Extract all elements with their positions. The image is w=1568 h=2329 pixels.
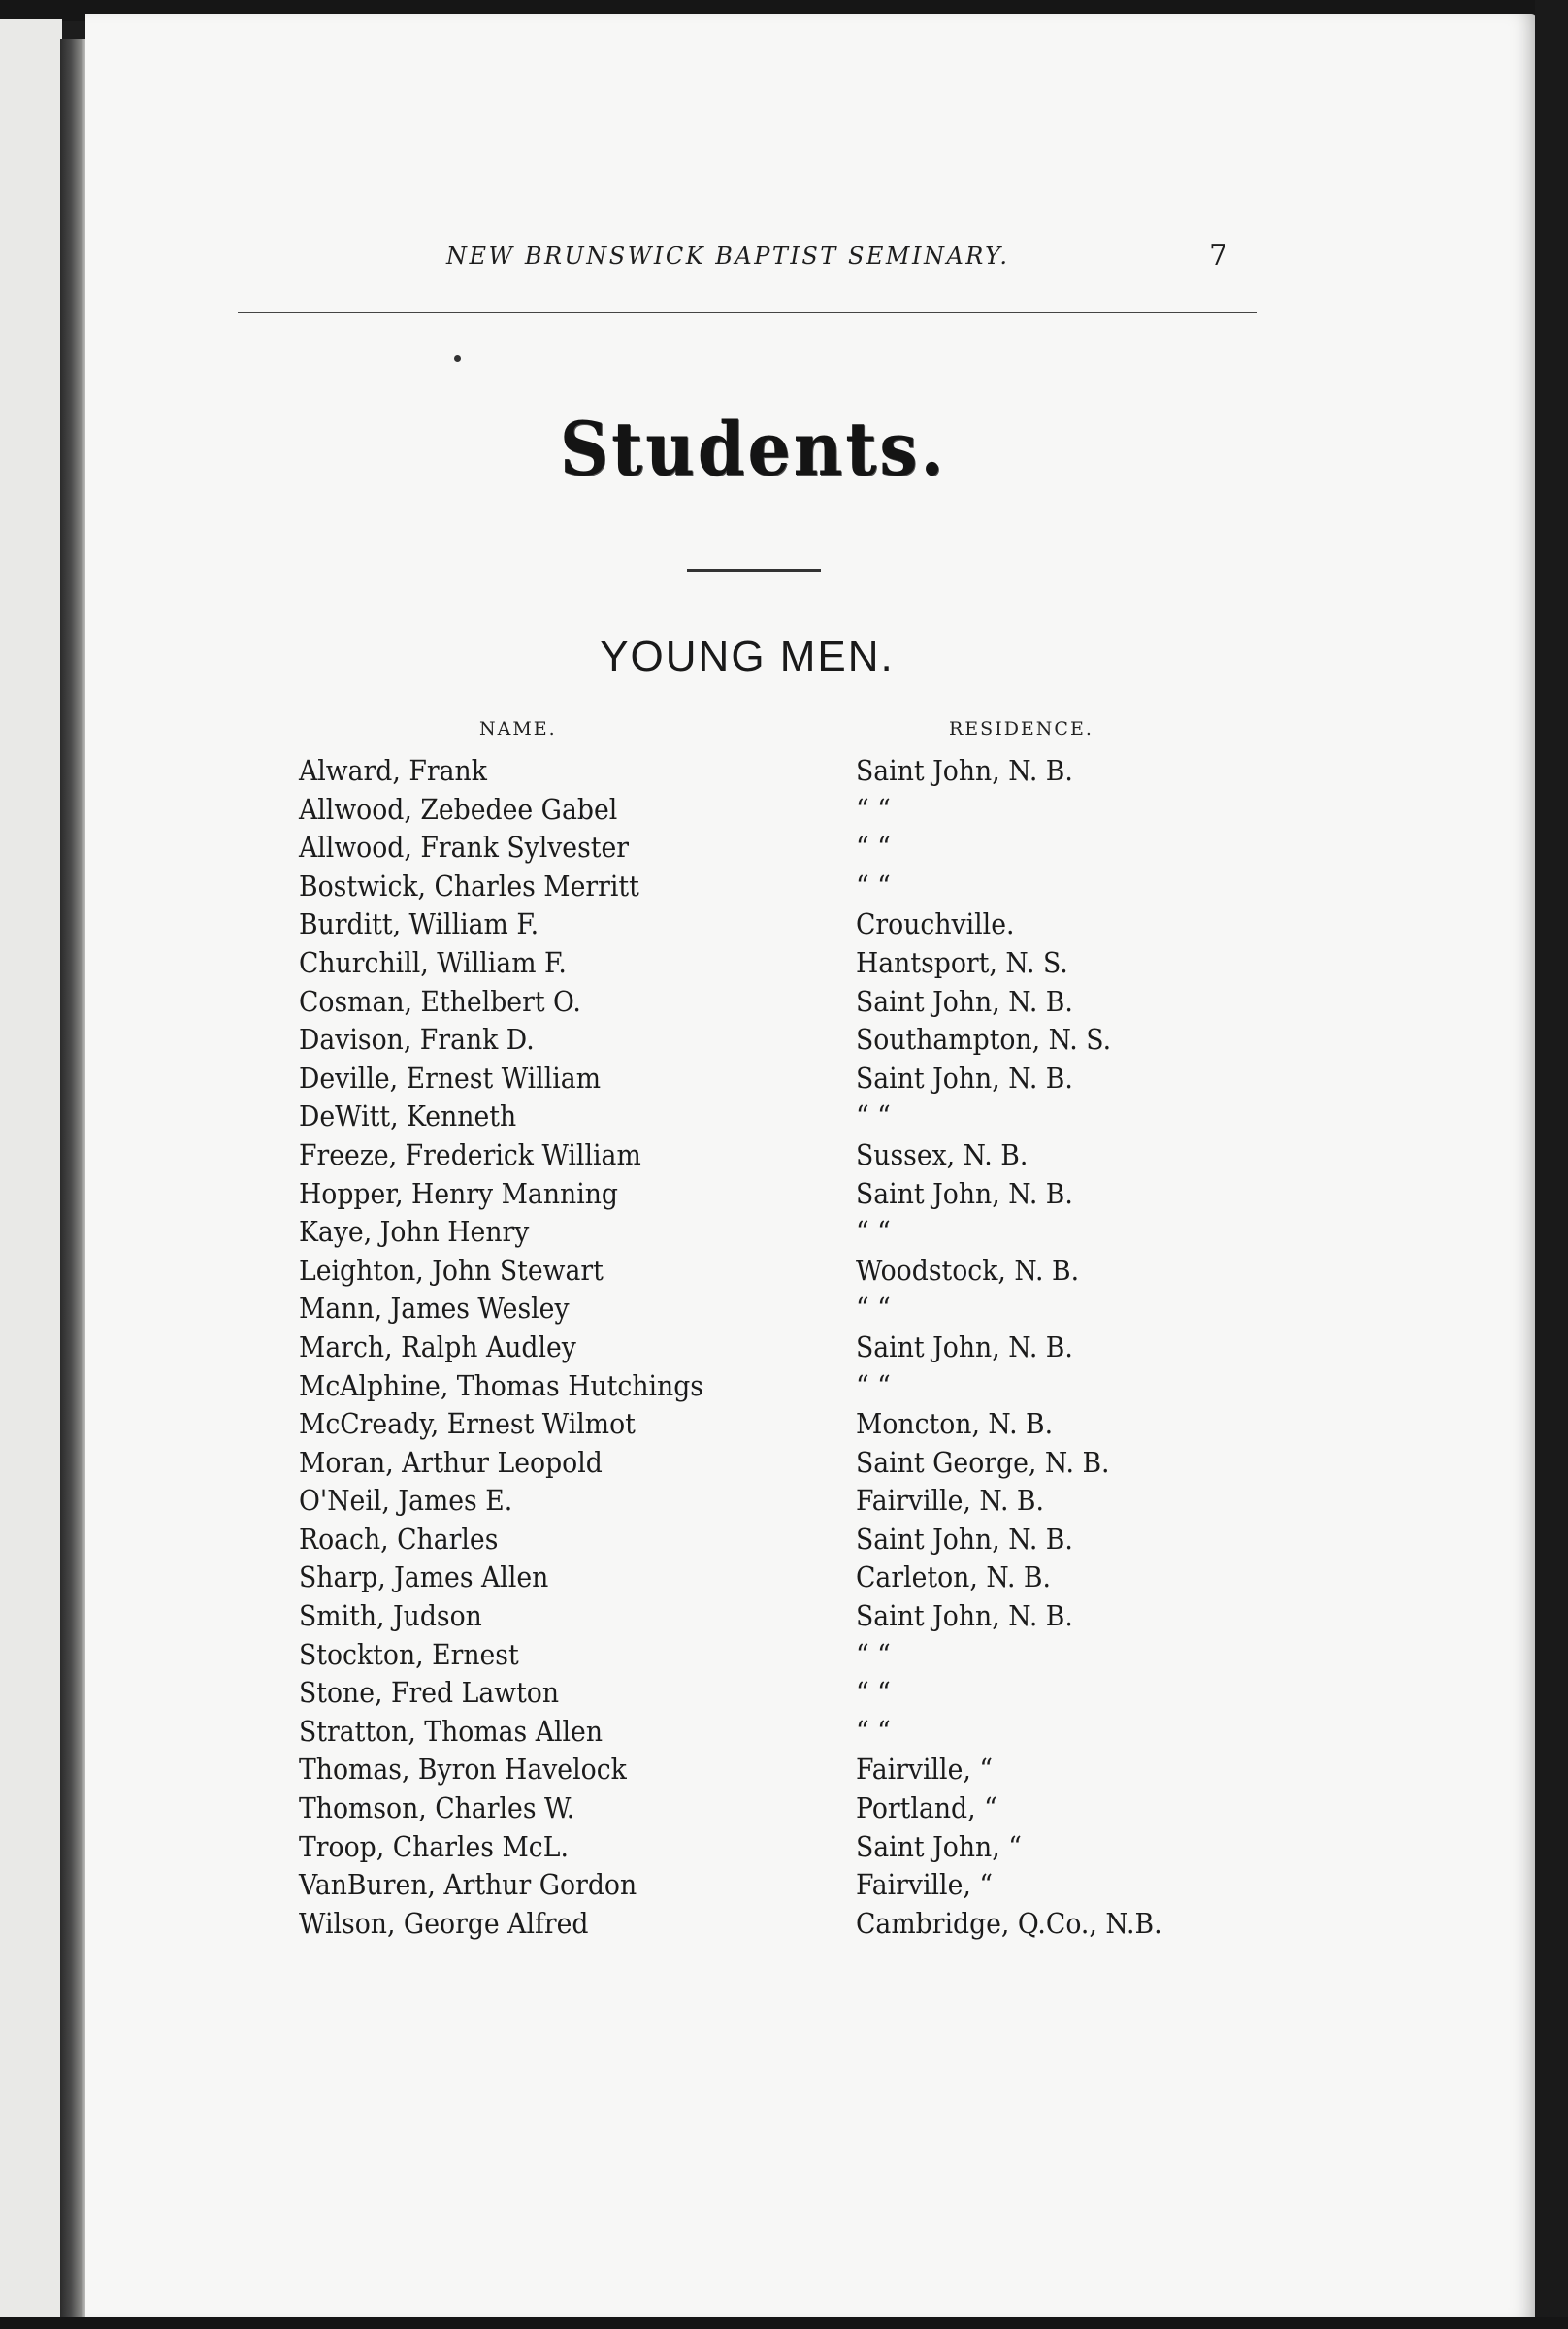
student-residence: “ “ — [856, 1676, 891, 1710]
student-name: McAlphine, Thomas Hutchings — [299, 1368, 704, 1402]
scanner-background-right — [1535, 0, 1568, 2329]
student-residence: “ “ — [856, 1292, 891, 1326]
list-item — [291, 1907, 1261, 1946]
student-residence: Saint John, N. B. — [856, 1599, 1073, 1633]
student-list — [291, 754, 1261, 1945]
student-name: O'Neil, James E. — [299, 1484, 513, 1518]
student-name: Thomson, Charles W. — [299, 1791, 575, 1825]
ink-speck — [454, 355, 461, 362]
student-residence: Woodstock, N. B. — [856, 1253, 1080, 1287]
running-header-title: NEW BRUNSWICK BAPTIST SEMINARY. — [446, 243, 1010, 270]
list-item — [291, 1523, 1261, 1561]
list-item — [291, 1676, 1261, 1715]
student-residence: Saint George, N. B. — [856, 1445, 1110, 1479]
student-name: Alward, Frank — [299, 754, 487, 787]
list-item — [291, 1369, 1261, 1408]
student-residence: Carleton, N. B. — [856, 1560, 1052, 1594]
student-name: Allwood, Zebedee Gabel — [299, 792, 618, 826]
student-name: Burditt, William F. — [299, 907, 539, 941]
student-residence: “ “ — [856, 1368, 891, 1402]
student-name: Churchill, William F. — [299, 945, 567, 979]
student-name: March, Ralph Audley — [299, 1329, 576, 1363]
list-item — [291, 1560, 1261, 1599]
student-residence: Southampton, N. S. — [856, 1023, 1112, 1057]
list-item — [291, 1099, 1261, 1138]
list-item — [291, 1599, 1261, 1638]
student-residence: Saint John, N. B. — [856, 1329, 1073, 1363]
student-name: Hopper, Henry Manning — [299, 1176, 619, 1210]
student-name: DeWitt, Kenneth — [299, 1099, 517, 1133]
list-item — [291, 1791, 1261, 1830]
section-title: Students. — [559, 406, 947, 492]
student-residence: Saint John, N. B. — [856, 1522, 1073, 1556]
page-number: 7 — [1209, 239, 1228, 273]
list-item — [291, 1484, 1261, 1523]
list-item — [291, 754, 1261, 793]
student-residence: “ “ — [856, 1714, 891, 1748]
column-header-name: NAME. — [479, 718, 557, 739]
list-item — [291, 869, 1261, 908]
student-name: Allwood, Frank Sylvester — [299, 831, 630, 865]
list-item — [291, 946, 1261, 985]
student-residence: Saint John, N. B. — [856, 754, 1073, 787]
list-item — [291, 1830, 1261, 1869]
student-residence: Portland, “ — [856, 1791, 997, 1825]
list-item — [291, 1292, 1261, 1330]
student-residence: “ “ — [856, 1099, 891, 1133]
scanner-background-bottom — [0, 2317, 1568, 2329]
list-item — [291, 831, 1261, 869]
student-name: Cosman, Ethelbert O. — [299, 984, 581, 1018]
list-item — [291, 1177, 1261, 1216]
list-item — [291, 1753, 1261, 1791]
list-item — [291, 1254, 1261, 1293]
student-name: Stratton, Thomas Allen — [299, 1714, 604, 1748]
student-residence: Crouchville. — [856, 907, 1015, 941]
student-name: Thomas, Byron Havelock — [299, 1753, 627, 1787]
student-residence: “ “ — [856, 869, 891, 902]
student-residence: Saint John, N. B. — [856, 984, 1073, 1018]
student-residence: Hantsport, N. S. — [856, 945, 1068, 979]
student-name: Stockton, Ernest — [299, 1637, 519, 1671]
list-item — [291, 1062, 1261, 1100]
list-item — [291, 1330, 1261, 1369]
list-item — [291, 1446, 1261, 1485]
list-item — [291, 1868, 1261, 1907]
list-item — [291, 1138, 1261, 1177]
subsection-title: YOUNG MEN. — [600, 633, 895, 680]
student-name: Smith, Judson — [299, 1599, 482, 1633]
student-name: Sharp, James Allen — [299, 1560, 549, 1594]
list-item — [291, 1407, 1261, 1446]
student-name: Troop, Charles McL. — [299, 1829, 569, 1863]
student-name: McCready, Ernest Wilmot — [299, 1407, 636, 1441]
previous-page-edge — [0, 19, 62, 2319]
student-residence: “ “ — [856, 792, 891, 826]
list-item — [291, 1215, 1261, 1254]
student-residence: Moncton, N. B. — [856, 1407, 1054, 1441]
student-name: Bostwick, Charles Merritt — [299, 869, 639, 902]
list-item — [291, 907, 1261, 946]
student-residence: Sussex, N. B. — [856, 1137, 1029, 1171]
column-header-residence: RESIDENCE. — [949, 718, 1094, 739]
student-name: Mann, James Wesley — [299, 1292, 570, 1326]
student-residence: Saint John, N. B. — [856, 1061, 1073, 1095]
student-name: Roach, Charles — [299, 1522, 499, 1556]
book-spine — [60, 39, 87, 2319]
header-rule — [238, 312, 1257, 313]
student-residence: Fairville, N. B. — [856, 1484, 1045, 1518]
list-item — [291, 793, 1261, 832]
title-rule — [687, 569, 821, 572]
student-residence: “ “ — [856, 1637, 891, 1671]
student-name: Moran, Arthur Leopold — [299, 1445, 603, 1479]
student-residence: Saint John, “ — [856, 1829, 1022, 1863]
student-name: Kaye, John Henry — [299, 1215, 530, 1249]
list-item — [291, 985, 1261, 1024]
student-name: Deville, Ernest William — [299, 1061, 601, 1095]
student-residence: Fairville, “ — [856, 1868, 993, 1902]
student-residence: Saint John, N. B. — [856, 1176, 1073, 1210]
list-item — [291, 1715, 1261, 1754]
student-name: Freeze, Frederick William — [299, 1137, 641, 1171]
student-residence: “ “ — [856, 1215, 891, 1249]
student-name: Leighton, John Stewart — [299, 1253, 604, 1287]
student-name: VanBuren, Arthur Gordon — [299, 1868, 637, 1902]
student-residence: “ “ — [856, 831, 891, 865]
student-name: Stone, Fred Lawton — [299, 1676, 560, 1710]
list-item — [291, 1638, 1261, 1677]
student-name: Wilson, George Alfred — [299, 1906, 589, 1940]
student-residence: Cambridge, Q.Co., N.B. — [856, 1906, 1162, 1940]
student-name: Davison, Frank D. — [299, 1023, 535, 1057]
student-residence: Fairville, “ — [856, 1753, 993, 1787]
list-item — [291, 1023, 1261, 1062]
